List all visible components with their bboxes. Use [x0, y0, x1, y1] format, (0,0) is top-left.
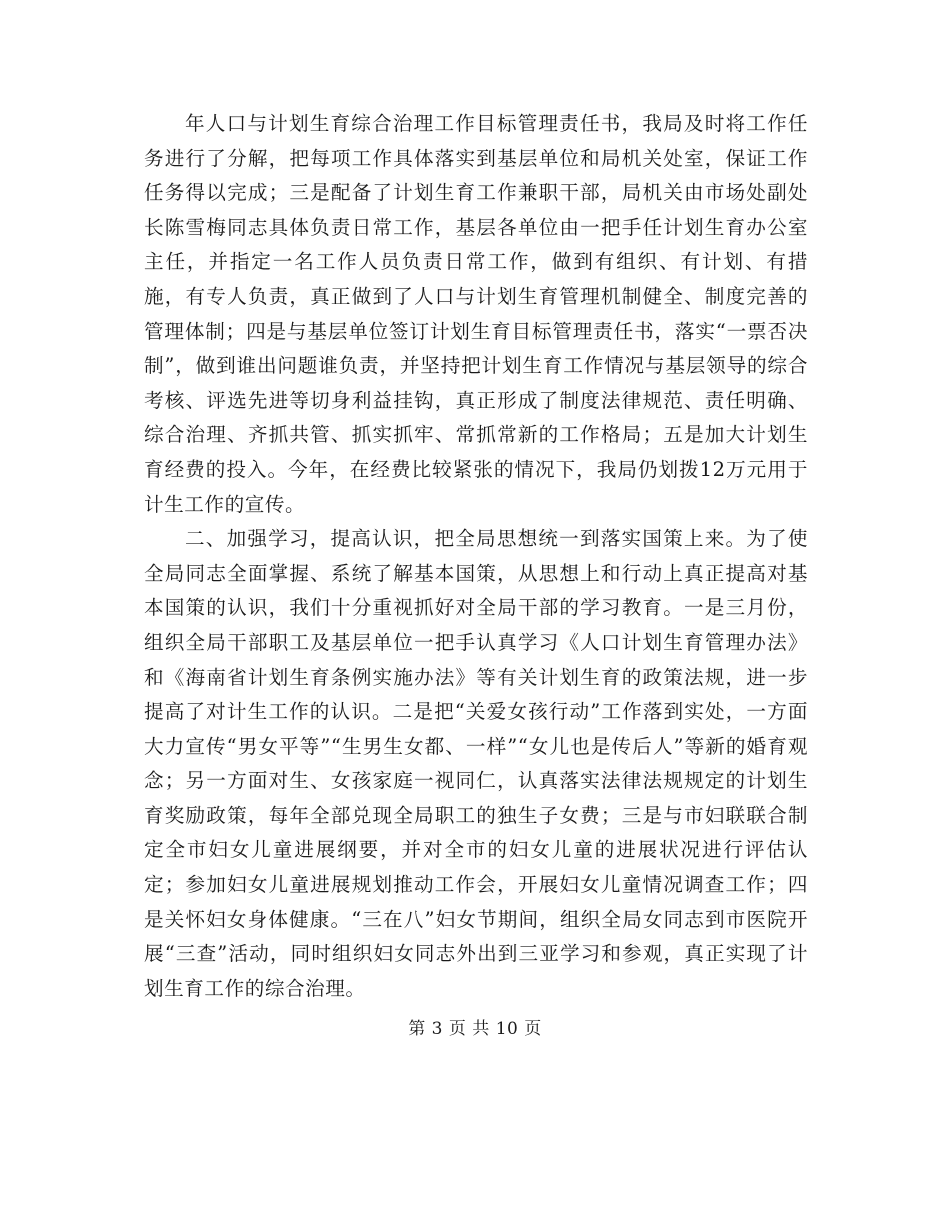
- paragraph-2: 二、加强学习，提高认识，把全局思想统一到落实国策上来。为了使全局同志全面掌握、系统了解基本国策，从思想上和行动上真正提高对基本国策的认识，我们十分重视抓好对全局干部的学习教育。一是三月份，组织全局干部职工及基层单位一把手认真学习《人口计划生育管理办法》和《海南省计划生育条例实施办法》等有关计划生育的政策法规，进一步提高了对计生工作的认识。二是把“关爱女孩行动”工作落到实处，一方面大力宣传“男女平等”“生男生女都、一样”“女儿也是传后人”等新的婚育观念；另一方面对生、女孩家庭一视同仁，认真落实法律法规规定的计划生育奖励政策，每年全部兑现全局职工的独生子女费；三是与市妇联联合制定全市妇女儿童进展纲要，并对全市的妇女儿童的进展状况进行评估认定；参加妇女儿童进展规划推动工作会，开展妇女儿童情况调查工作；四是关怀妇女身体健康。“三在八”妇女节期间，组织全局女同志到市医院开展“三查”活动，同时组织妇女同志外出到三亚学习和参观，真正实现了计划生育工作的综合治理。: [144, 527, 808, 1000]
- body-text: [144, 107, 808, 1006]
- page-footer: 第 3 页 共 10 页: [408, 1019, 542, 1039]
- paragraph-1: 年人口与计划生育综合治理工作目标管理责任书，我局及时将工作任务进行了分解，把每项工作具体落实到基层单位和局机关处室，保证工作任务得以完成；三是配备了计划生育工作兼职干部，局机关由市场处副处长陈雪梅同志具体负责日常工作，基层各单位由一把手任计划生育办公室主任，并指定一名工作人员负责日常工作，做到有组织、有计划、有措施，有专人负责，真正做到了人口与计划生育管理机制健全、制度完善的管理体制；四是与基层单位签订计划生育目标管理责任书，落实“一票否决制”，做到谁出问题谁负责，并坚持把计划生育工作情况与基层领导的综合考核、评选先进等切身利益挂钩，真正形成了制度法律规范、责任明确、综合治理、齐抓共管、抓实抓牢、常抓常新的工作格局；五是加大计划生育经费的投入。今年，在经费比较紧张的情况下，我局仍划拨12万元用于计生工作的宣传。: [144, 112, 808, 516]
